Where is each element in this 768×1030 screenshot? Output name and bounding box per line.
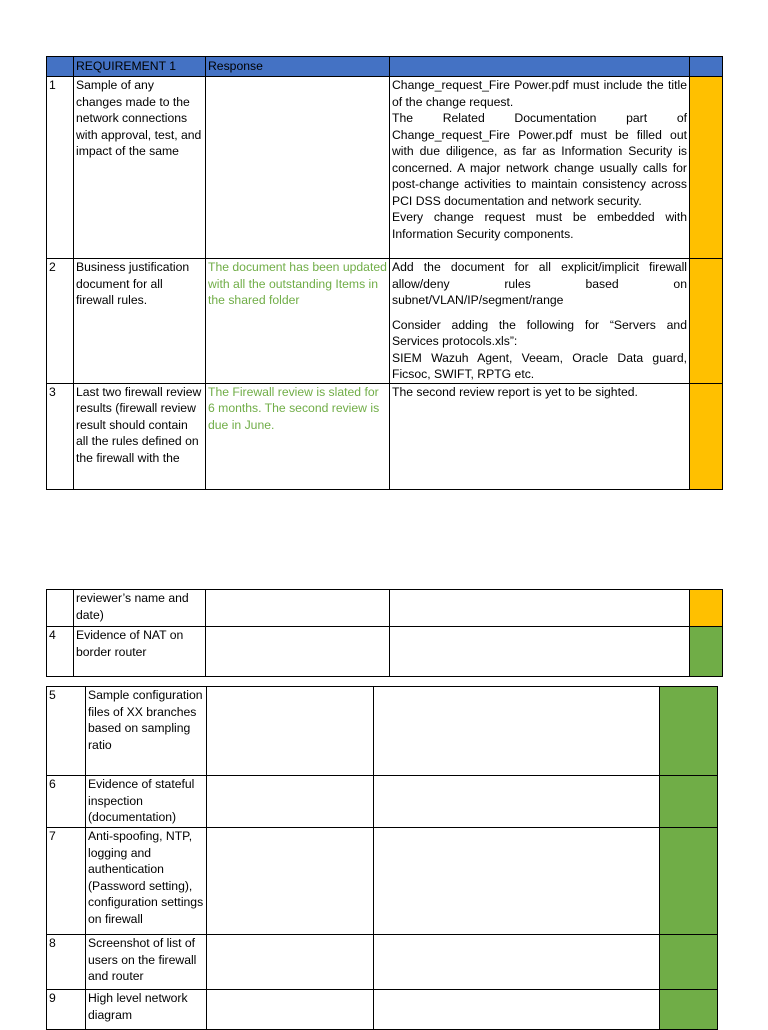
- row-number: 8: [47, 935, 86, 990]
- requirements-table-1: [46, 56, 723, 490]
- requirement-cell: Sample configuration files of XX branches based on sampling ratio: [86, 687, 207, 776]
- row-number: 3: [47, 383, 74, 489]
- response-cell: [207, 776, 374, 828]
- requirement-cell: reviewer’s name and date): [74, 590, 206, 627]
- response-cell: [207, 935, 374, 990]
- table-row: [47, 590, 723, 627]
- requirements-table-2: [46, 589, 723, 677]
- comment-paragraph: Every change request must be embedded with Information Security components.: [392, 210, 687, 241]
- comment-cell: [374, 776, 660, 828]
- requirement-cell: Sample of any changes made to the network connections with approval, test, and impact of the same: [74, 77, 206, 259]
- comment-paragraph: Add the document for all explicit/implicit firewall allow/deny rules based on subnet/VLAN/IP/segment/range: [392, 260, 687, 307]
- comment-paragraph: SIEM Wazuh Agent, Veeam, Oracle Data guard, Ficsoc, SWIFT, RPTG etc.: [392, 350, 687, 381]
- comment-paragraph: The second review report is yet to be sighted.: [392, 384, 638, 399]
- comment-cell: [374, 687, 660, 776]
- comment-paragraph: Consider adding the following for “Servers and Services protocols.xls”:: [392, 317, 687, 348]
- status-indicator: [690, 259, 723, 384]
- row-number: [47, 590, 74, 627]
- comment-cell: [390, 77, 690, 259]
- header-comment-cell: [390, 57, 690, 77]
- comment-cell: [390, 590, 690, 627]
- status-indicator: [660, 687, 718, 776]
- table-row: [47, 627, 723, 677]
- status-indicator: [660, 776, 718, 828]
- row-number: 4: [47, 627, 74, 677]
- header-number-cell: [47, 57, 74, 77]
- requirements-table-3: [46, 686, 718, 1030]
- comment-cell: [390, 259, 690, 384]
- comment-cell: [390, 383, 690, 489]
- header-status-cell: [690, 57, 723, 77]
- row-number: 7: [47, 828, 86, 935]
- requirement-cell: Anti-spoofing, NTP, logging and authentication (Password setting), configuration settings on firewall: [86, 828, 207, 935]
- status-indicator: [690, 627, 723, 677]
- status-indicator: [660, 828, 718, 935]
- response-cell: [207, 687, 374, 776]
- requirement-cell: Screenshot of list of users on the firewall and router: [86, 935, 207, 990]
- row-number: 6: [47, 776, 86, 828]
- requirement-cell: Evidence of stateful inspection (documentation): [86, 776, 207, 828]
- table-row: [47, 259, 723, 384]
- table-row: [47, 828, 718, 935]
- status-indicator: [660, 935, 718, 990]
- table-row: [47, 687, 718, 776]
- response-cell: [206, 590, 390, 627]
- comment-paragraph: Change_request_Fire Power.pdf must include the title of the change request.: [392, 78, 687, 109]
- comment-paragraph: The Related Documentation part of Change_request_Fire Power.pdf must be filled out with due diligence, as far as Information Security is concerned. A major network change usually calls for post-change activities to maintain consistency across PCI DSS documentation and network security.: [392, 111, 687, 208]
- status-indicator: [690, 383, 723, 489]
- response-cell: The document has been updated with all the outstanding Items in the shared folder: [206, 259, 390, 384]
- response-cell: [206, 627, 390, 677]
- table-row: [47, 935, 718, 990]
- status-indicator: [690, 77, 723, 259]
- row-number: 1: [47, 77, 74, 259]
- table-row: [47, 77, 723, 259]
- table-header-row: [47, 57, 723, 77]
- row-number: 9: [47, 990, 86, 1030]
- requirement-cell: Last two firewall review results (firewall review result should contain all the rules defined on the firewall with the: [74, 383, 206, 489]
- requirement-cell: High level network diagram: [86, 990, 207, 1030]
- comment-cell: [390, 627, 690, 677]
- requirement-cell: Evidence of NAT on border router: [74, 627, 206, 677]
- response-cell: The Firewall review is slated for 6 months. The second review is due in June.: [206, 383, 390, 489]
- requirement-cell: Business justification document for all firewall rules.: [74, 259, 206, 384]
- row-number: 5: [47, 687, 86, 776]
- status-indicator: [690, 590, 723, 627]
- header-response: Response: [206, 57, 390, 77]
- table-row: [47, 776, 718, 828]
- comment-cell: [374, 828, 660, 935]
- table-row: [47, 383, 723, 489]
- response-cell: [207, 828, 374, 935]
- header-requirement: REQUIREMENT 1: [74, 57, 206, 77]
- response-cell: [206, 77, 390, 259]
- row-number: 2: [47, 259, 74, 384]
- comment-cell: [374, 935, 660, 990]
